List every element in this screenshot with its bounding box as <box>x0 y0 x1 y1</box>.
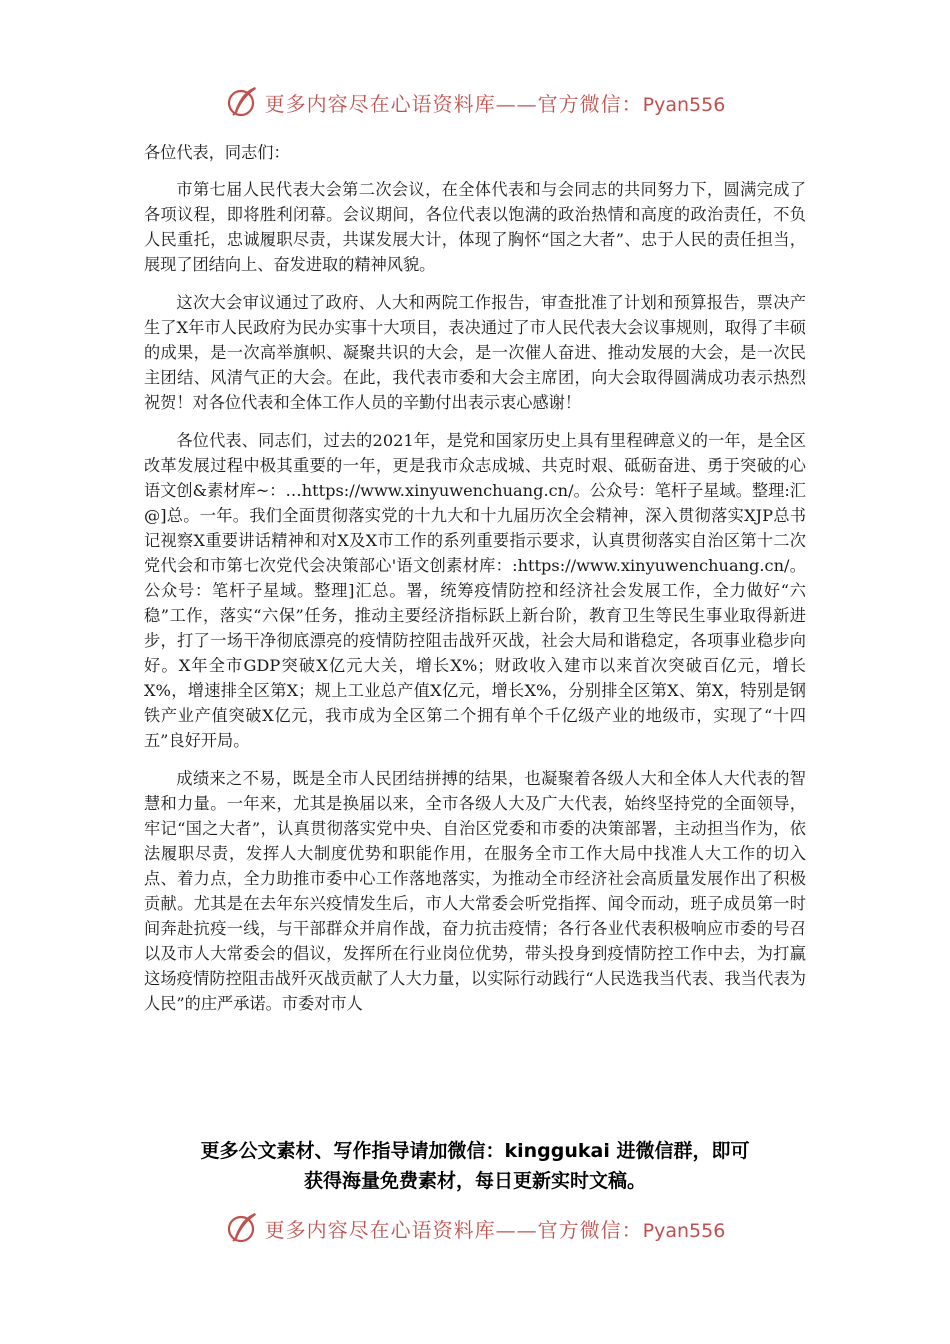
document-body <box>144 140 806 1029</box>
paragraph-2: 这次大会审议通过了政府、人大和两院工作报告，审查批准了计划和预算报告，票决产生了X年市人民政府为民办实事十大项目，表决通过了市人民代表大会议事规则，取得了丰硕的成果，是一次高举旗帜、凝聚共识的大会，是一次催人奋进、推动发展的大会，是一次民主团结、风清气正的大会。在此，我代表市委和大会主席团，向大会取得圆满成功表示热烈祝贺！对各位代表和全体工作人员的辛勤付出表示衷心感谢！ <box>144 293 806 412</box>
header-wechat-id: Pyan556 <box>642 93 726 116</box>
footer-banner <box>0 1208 950 1248</box>
footer-wechat-id: Pyan556 <box>642 1219 726 1242</box>
feather-pen-circle-icon <box>225 1210 261 1246</box>
feather-pen-circle-icon <box>225 84 261 120</box>
paragraph-3: 各位代表、同志们，过去的2021年，是党和国家历史上具有里程碑意义的一年，是全区改革发展过程中极其重要的一年，更是我市众志成城、共克时艰、砥砺奋进、勇于突破的心语文创&素材库~：…https://www.xinyuwenchuang.cn/。公众号：笔杆子星域。整理:汇@]总。一年。我们全面贯彻落实党的十九大和十九届历次全会精神，深入贯彻落实XJP总书记视察X重要讲话精神和对X及X市工作的系列重要指示要求，认真贯彻落实自治区第十二次党代会和市第七次党代会决策部心'语文创素材库：:https://www.xinyuwenchuang.cn/。公众号：笔杆子星域。整理]汇总。署，统筹疫情防控和经济社会发展工作，全力做好“六稳”工作，落实“六保”任务，推动主要经济指标跃上新台阶，教育卫生等民生事业取得新进步，打了一场干净彻底漂亮的疫情防控阻击战歼灭战，社会大局和谐稳定，各项事业稳步向好。X年全市GDP突破X亿元大关，增长X%；财政收入建市以来首次突破百亿元，增长X%，增速排全区第X；规上工业总产值X亿元，增长X%，分别排全区第X、第X，特别是钢铁产业产值突破X亿元，我市成为全区第二个拥有单个千亿级产业的地级市，实现了“十四五”良好开局。 <box>144 431 806 750</box>
header-banner-text: 更多内容尽在心语资料库——官方微信：Pyan556 <box>264 91 726 116</box>
header-banner <box>0 82 950 122</box>
paragraph-4: 成绩来之不易，既是全市人民团结拼搏的结果，也凝聚着各级人大和全体人大代表的智慧和力量。一年来，尤其是换届以来，全市各级人大及广大代表，始终坚持党的全面领导，牢记“国之大者”，认真贯彻落实党中央、自治区党委和市委的决策部署，主动担当作为，依法履职尽责，发挥人大制度优势和职能作用，在服务全市工作大局中找准人大工作的切入点、着力点，全力助推市委中心工作落地落实，为推动全市经济社会高质量发展作出了积极贡献。尤其是在去年东兴疫情发生后，市人大常委会听党指挥、闻令而动，班子成员第一时间奔赴抗疫一线，与干部群众并肩作战，奋力抗击疫情；各行各业代表积极响应市委的号召以及市人大常委会的倡议，发挥所在行业岗位优势，带头投身到疫情防控工作中去，为打赢这场疫情防控阻击战歼灭战贡献了人大力量，以实际行动践行“人民选我当代表、我当代表为人民”的庄严承诺。市委对市人 <box>144 769 806 1013</box>
footer-banner-text: 更多内容尽在心语资料库——官方微信：Pyan556 <box>264 1217 726 1242</box>
greeting: 各位代表，同志们： <box>144 143 290 162</box>
paragraph-1: 市第七届人民代表大会第二次会议，在全体代表和与会同志的共同努力下，圆满完成了各项议程，即将胜利闭幕。会议期间，各位代表以饱满的政治热情和高度的政治责任，不负人民重托，忠诚履职尽责，共谋发展大计，体现了胸怀“国之大者”、忠于人民的责任担当，展现了团结向上、奋发进取的精神风貌。 <box>144 180 806 274</box>
promo-line-2: 获得海量免费素材，每日更新实时文稿。 <box>303 1170 646 1192</box>
promo-line-1: 更多公文素材、写作指导请加微信：kinggukai 进微信群，即可 <box>200 1140 750 1162</box>
promo-notice <box>144 1136 806 1196</box>
